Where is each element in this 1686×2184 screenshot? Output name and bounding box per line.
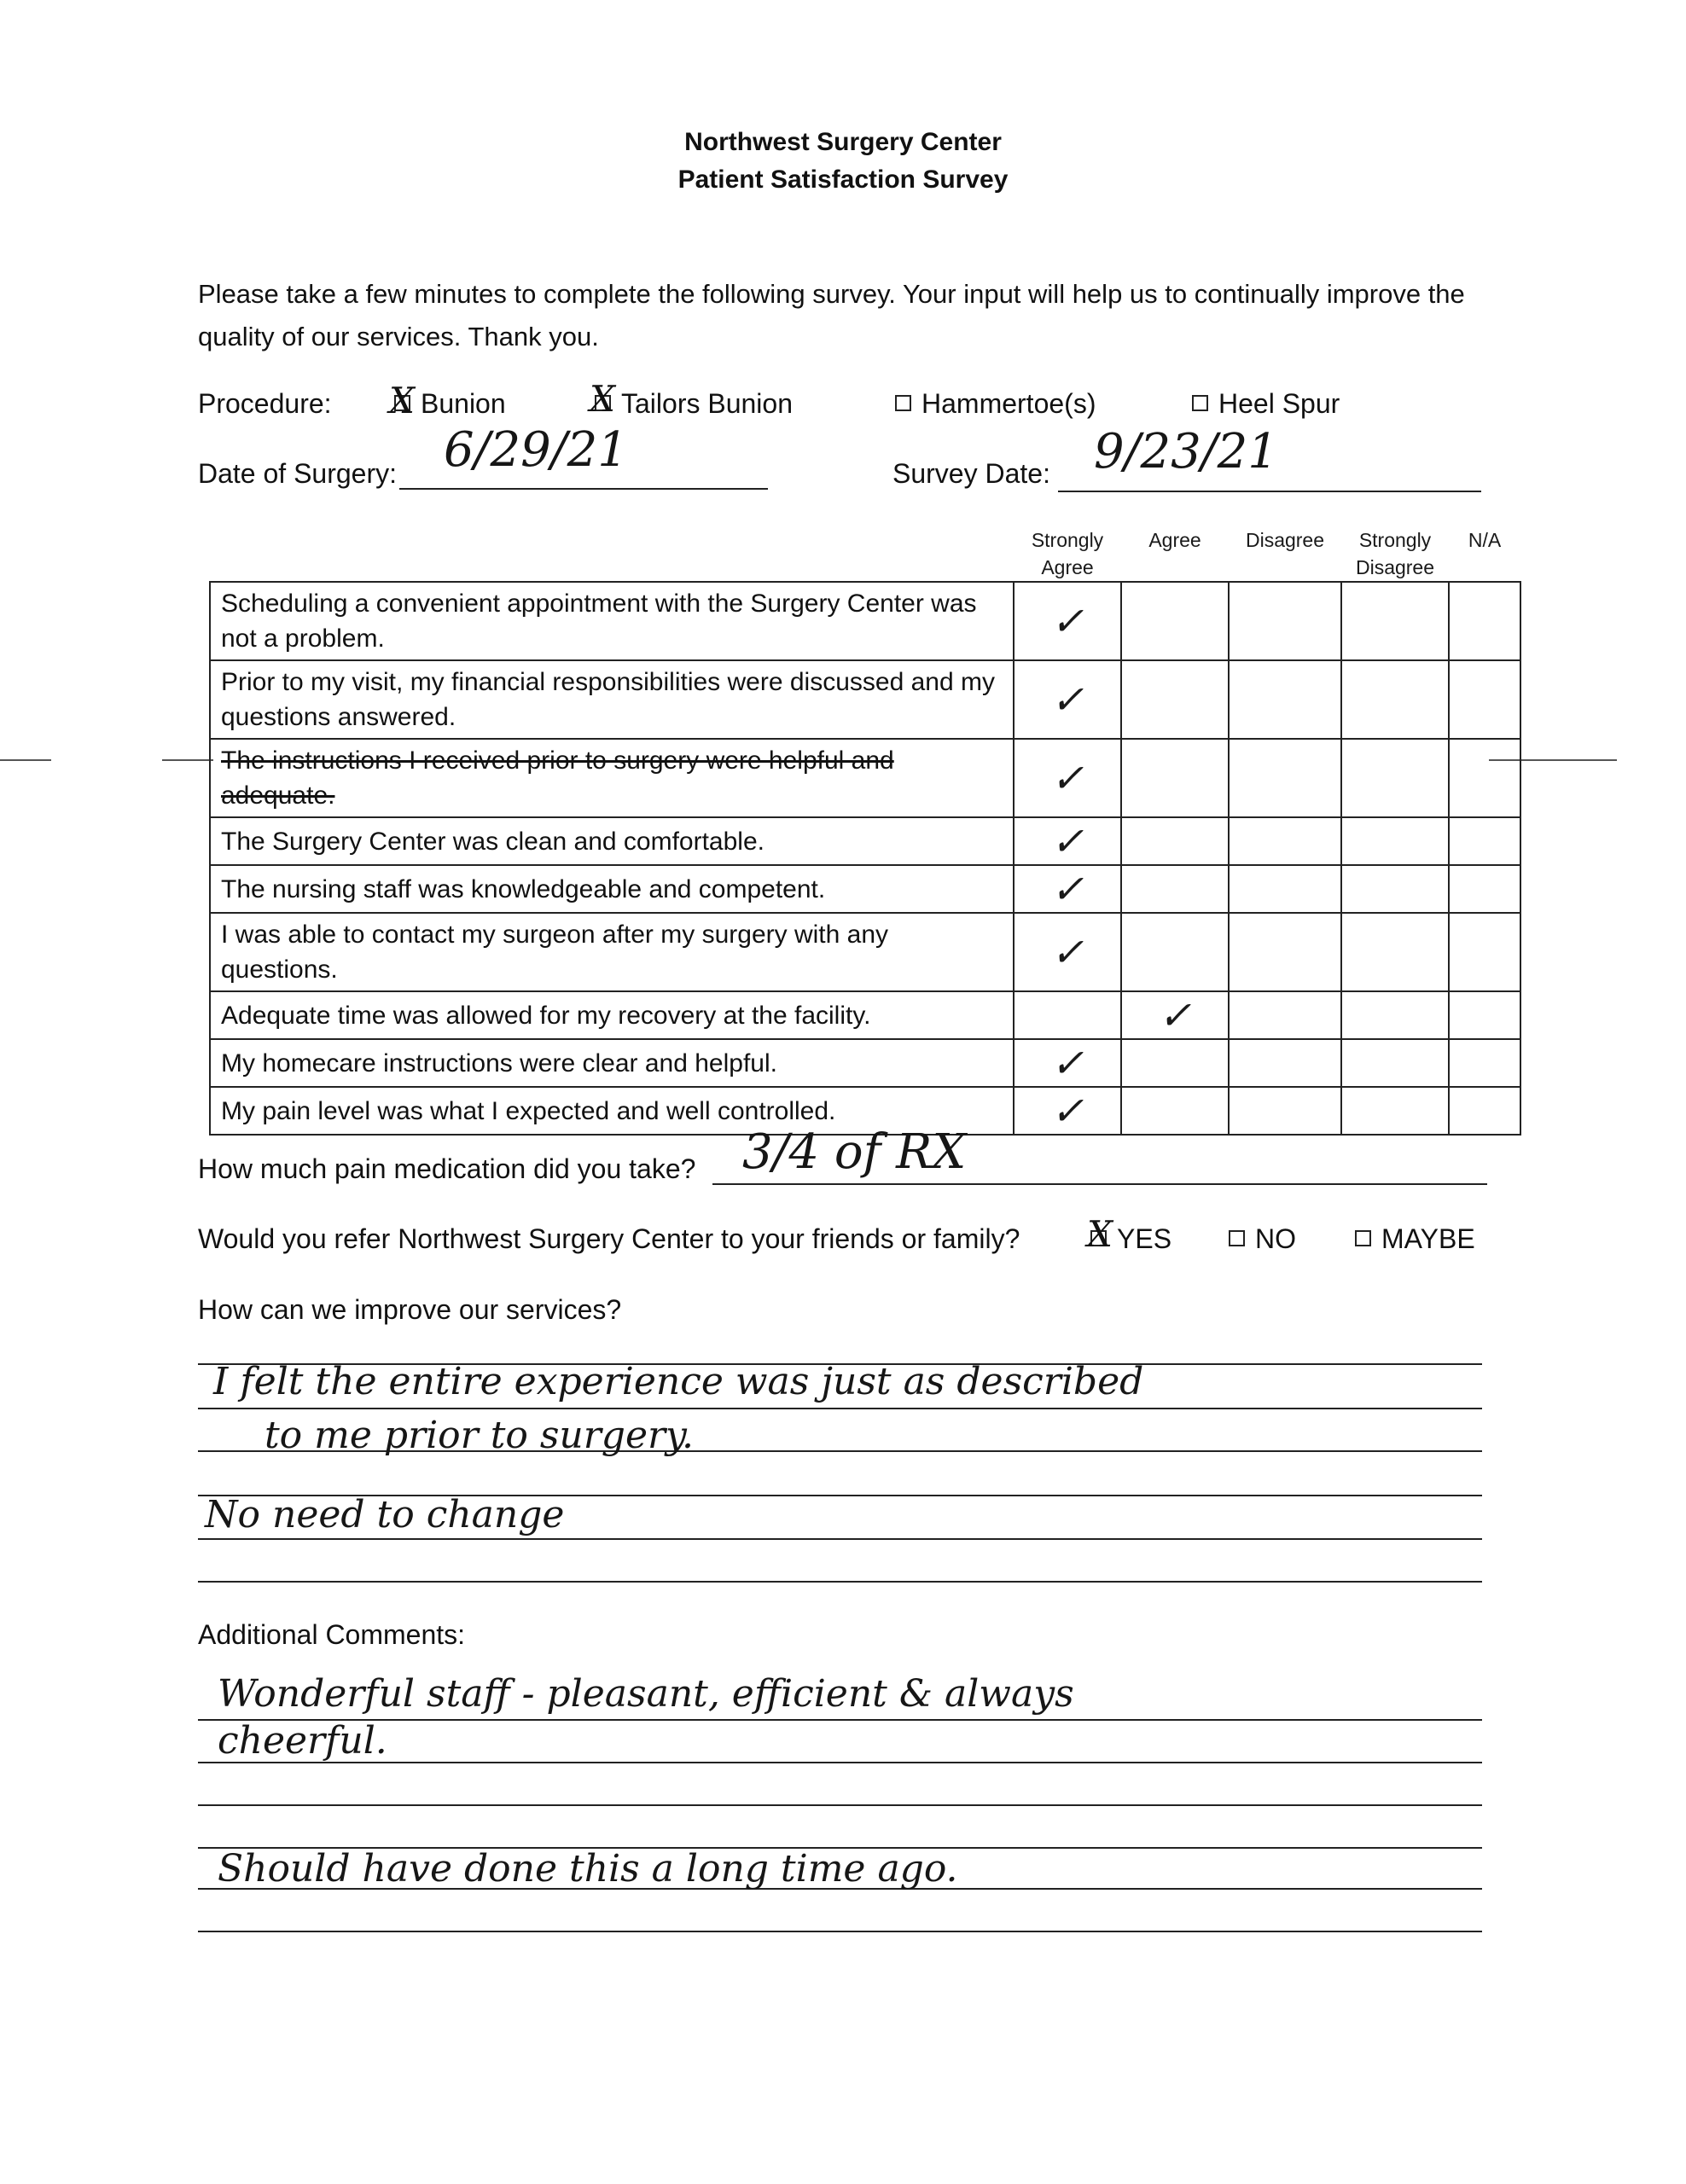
rating-cell[interactable] [1229, 1087, 1341, 1135]
rating-cell[interactable] [1449, 660, 1520, 739]
question-text: The Surgery Center was clean and comfortable. [210, 817, 1014, 865]
answer-line [198, 1538, 1482, 1540]
question-text: Prior to my visit, my financial responsibilities were discussed and my questions answered. [210, 660, 1014, 739]
surgery-date-value[interactable]: 6/29/21 [444, 422, 628, 478]
checkbox-icon[interactable] [1192, 395, 1208, 411]
survey-date-value[interactable]: 9/23/21 [1094, 424, 1278, 479]
check-mark-icon: ✓ [1050, 1040, 1084, 1086]
rating-cell[interactable] [1121, 1087, 1229, 1135]
table-row [210, 817, 1520, 865]
procedure-option-hammertoe[interactable] [895, 388, 1096, 420]
comment-line-2[interactable]: cheerful. [218, 1719, 387, 1763]
question-text: I was able to contact my surgeon after my surgery with any questions. [210, 913, 1014, 991]
column-header-na: N/A [1449, 525, 1520, 582]
rating-cell[interactable] [1229, 817, 1341, 865]
rating-cell[interactable] [1341, 582, 1449, 660]
rating-cell[interactable] [1014, 817, 1121, 865]
answer-line [198, 1408, 1482, 1409]
rating-cell[interactable] [1341, 1039, 1449, 1087]
improve-label: How can we improve our services? [198, 1294, 622, 1325]
pain-med-label: How much pain medication did you take? [198, 1153, 696, 1184]
check-mark-icon: ✓ [1050, 1088, 1084, 1134]
answer-line [198, 1581, 1482, 1583]
procedure-label: Procedure: [198, 388, 332, 419]
rating-cell[interactable] [1229, 913, 1341, 991]
comment-line [198, 1762, 1482, 1763]
scan-mark [162, 759, 213, 761]
rating-cell[interactable] [1341, 660, 1449, 739]
rating-cell[interactable] [1014, 582, 1121, 660]
refer-option-label: NO [1255, 1223, 1296, 1254]
table-row [210, 991, 1520, 1039]
check-mark-icon: ✓ [1158, 992, 1192, 1038]
rating-cell[interactable] [1341, 991, 1449, 1039]
rating-cell[interactable] [1229, 660, 1341, 739]
procedure-option-bunion[interactable] [389, 380, 506, 421]
rating-cell[interactable] [1121, 1039, 1229, 1087]
rating-cell[interactable] [1449, 1087, 1520, 1135]
column-header-strongly-agree: Strongly Agree [1014, 525, 1121, 582]
rating-cell[interactable] [1341, 1087, 1449, 1135]
procedure-option-label: Tailors Bunion [621, 388, 793, 419]
question-text: Scheduling a convenient appointment with the Surgery Center was not a problem. [210, 582, 1014, 660]
rating-cell[interactable] [1014, 913, 1121, 991]
org-name: Northwest Surgery Center [684, 128, 1002, 156]
check-mark-icon: ✓ [1050, 818, 1084, 864]
refer-option-maybe[interactable] [1355, 1223, 1475, 1255]
rating-cell[interactable] [1449, 1039, 1520, 1087]
rating-cell[interactable] [1014, 739, 1121, 817]
question-text: My homecare instructions were clear and helpful. [210, 1039, 1014, 1087]
rating-cell[interactable] [1341, 817, 1449, 865]
procedure-option-label: Bunion [421, 388, 506, 419]
rating-cell[interactable] [1449, 913, 1520, 991]
rating-cell[interactable] [1014, 865, 1121, 913]
check-mark-icon: ✓ [1050, 866, 1084, 912]
rating-cell[interactable] [1121, 739, 1229, 817]
refer-option-label: MAYBE [1381, 1223, 1475, 1254]
survey-date-label: Survey Date: [892, 458, 1050, 489]
ratings-table [209, 525, 1521, 1136]
intro-text: Please take a few minutes to complete the following survey. Your input will help us to continually improve the quality of our services. Thank you. [198, 279, 1465, 351]
rating-cell[interactable] [1449, 817, 1520, 865]
rating-cell[interactable] [1014, 991, 1121, 1039]
procedure-option-label: Hammertoe(s) [921, 388, 1096, 419]
checkbox-icon[interactable] [895, 395, 911, 411]
improve-answer-line-3[interactable]: No need to change [205, 1493, 565, 1536]
improve-answer-line-2[interactable]: to me prior to surgery. [265, 1414, 695, 1457]
rating-cell[interactable] [1121, 817, 1229, 865]
rating-cell[interactable] [1014, 1087, 1121, 1135]
rating-cell[interactable] [1121, 582, 1229, 660]
procedure-option-label: Heel Spur [1218, 388, 1340, 419]
refer-option-label: YES [1117, 1223, 1172, 1254]
checkbox-icon[interactable] [1229, 1230, 1245, 1246]
check-mark-icon: ✓ [1050, 598, 1084, 644]
rating-cell[interactable] [1121, 660, 1229, 739]
rating-cell[interactable] [1449, 865, 1520, 913]
rating-cell[interactable] [1449, 582, 1520, 660]
procedure-option-tailors-bunion[interactable] [590, 378, 793, 420]
rating-cell[interactable] [1229, 582, 1341, 660]
rating-cell[interactable] [1229, 1039, 1341, 1087]
comment-line [198, 1931, 1482, 1932]
rating-cell[interactable] [1341, 739, 1449, 817]
table-row [210, 582, 1520, 660]
question-text: Adequate time was allowed for my recovery at the facility. [210, 991, 1014, 1039]
rating-cell[interactable] [1014, 660, 1121, 739]
pain-med-value[interactable]: 3/4 of RX [742, 1124, 967, 1180]
rating-cell[interactable] [1449, 739, 1520, 817]
check-mark-icon: ✓ [1050, 677, 1084, 723]
x-mark-icon: X [590, 378, 615, 420]
rating-cell[interactable] [1229, 865, 1341, 913]
comment-line-3[interactable]: Should have done this a long time ago. [218, 1847, 958, 1891]
x-mark-icon: X [1087, 1213, 1113, 1255]
refer-option-yes[interactable] [1087, 1213, 1172, 1255]
rating-cell[interactable] [1121, 913, 1229, 991]
comments-label: Additional Comments: [198, 1619, 466, 1650]
refer-option-no[interactable] [1229, 1223, 1296, 1255]
procedure-option-heel-spur[interactable] [1192, 388, 1340, 420]
rating-cell[interactable] [1121, 991, 1229, 1039]
surgery-date-line [399, 488, 768, 490]
rating-cell[interactable] [1014, 1039, 1121, 1087]
table-row [210, 913, 1520, 991]
table-row [210, 865, 1520, 913]
rating-cell[interactable] [1341, 865, 1449, 913]
survey-title: Patient Satisfaction Survey [677, 166, 1009, 194]
rating-cell[interactable] [1341, 913, 1449, 991]
rating-cell[interactable] [1229, 991, 1341, 1039]
survey-date-line [1058, 491, 1481, 492]
table-row [210, 739, 1520, 817]
table-row [210, 1039, 1520, 1087]
pain-med-line [712, 1183, 1487, 1185]
question-text: The nursing staff was knowledgeable and competent. [210, 865, 1014, 913]
checkbox-icon[interactable] [1355, 1230, 1371, 1246]
column-header-strongly-disagree: Strongly Disagree [1341, 525, 1449, 582]
comment-line [198, 1719, 1482, 1721]
check-mark-icon: ✓ [1050, 755, 1084, 801]
question-text: My pain level was what I expected and well controlled. [210, 1087, 1014, 1135]
surgery-date-label: Date of Surgery: [198, 458, 397, 489]
table-header-row [210, 525, 1520, 582]
table-row [210, 660, 1520, 739]
check-mark-icon: ✓ [1050, 929, 1084, 975]
rating-cell[interactable] [1121, 865, 1229, 913]
rating-cell[interactable] [1449, 991, 1520, 1039]
question-text: The instructions I received prior to surgery were helpful and adequate. [210, 739, 1014, 817]
rating-cell[interactable] [1229, 739, 1341, 817]
refer-label: Would you refer Northwest Surgery Center to your friends or family? [198, 1223, 1020, 1254]
column-header-agree: Agree [1121, 525, 1229, 582]
improve-answer-line-1[interactable]: I felt the entire experience was just as described [213, 1360, 1144, 1403]
comment-line [198, 1804, 1482, 1806]
comment-line-1[interactable]: Wonderful staff - pleasant, efficient & always [218, 1672, 1074, 1716]
x-mark-icon: X [389, 380, 415, 421]
scan-mark [0, 759, 51, 761]
column-header-disagree: Disagree [1229, 525, 1341, 582]
